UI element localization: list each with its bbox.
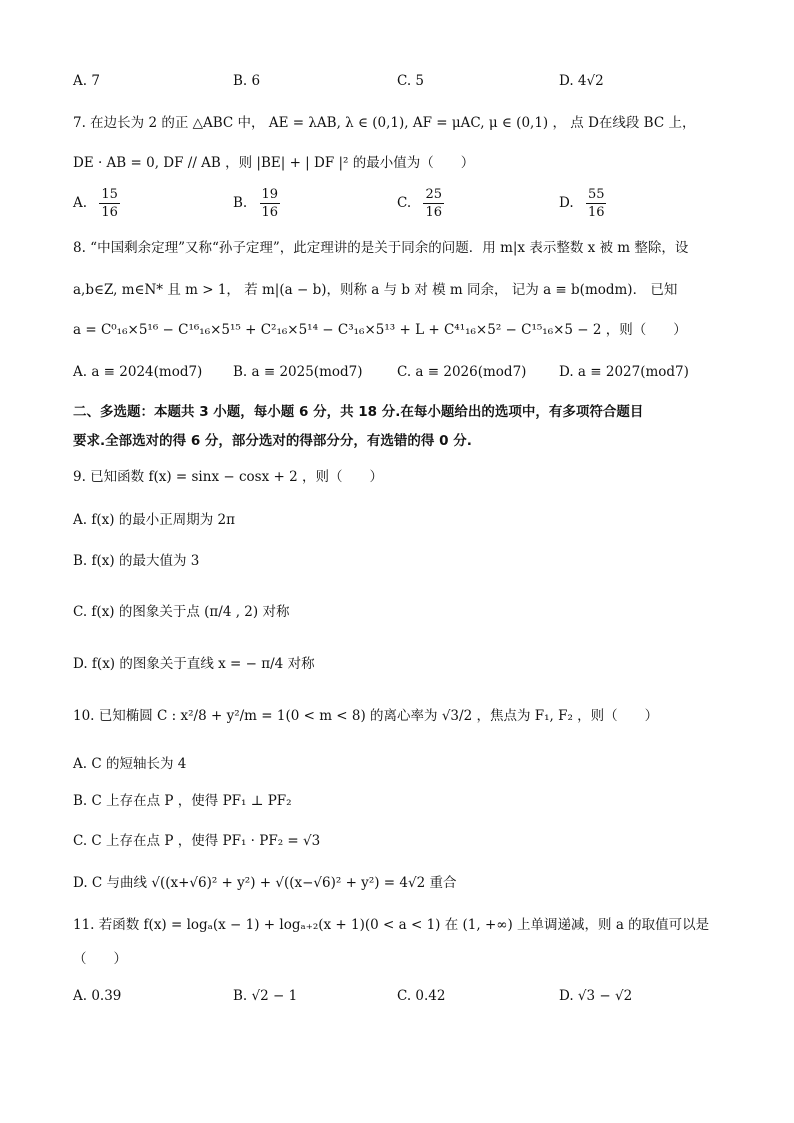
fraction: $\frac{25}{16}$ <box>425 187 442 220</box>
q8-stem-line2: a,b∈Z, m∈N* 且 m > 1， 若 m|(a − b)，则称 a 与 b 对 模 m 同余， 记为 a ≡ b(modm)． 已知 <box>73 282 678 298</box>
q7-option-d: D. $\frac{55}{16}$ <box>559 187 605 220</box>
q8-option-c: C. a ≡ 2026(mod7) <box>397 364 527 380</box>
section-heading-line1: 二、多选题：本题共 3 小题，每小题 6 分，共 18 分.在每小题给出的选项中，有多项符合题目 <box>73 404 644 420</box>
q10-option-b: B. C 上存在点 P ，使得 PF₁ ⊥ PF₂ <box>73 793 292 809</box>
q8-option-b: B. a ≡ 2025(mod7) <box>233 364 363 380</box>
q11-option-d: D. √3 − √2 <box>559 988 633 1004</box>
q8-option-d: D. a ≡ 2027(mod7) <box>559 364 689 380</box>
q10-stem: 10. 已知椭圆 C : x²/8 + y²/m = 1(0 < m < 8) 的离心率为 √3/2 ，焦点为 F₁, F₂ ，则（ ） <box>73 708 659 724</box>
q7-options <box>73 186 734 226</box>
q7-stem-line1: 7. 在边长为 2 的正 △ABC 中， AE = λAB, λ ∈ (0,1), AF = μAC, μ ∈ (0,1) ， 点 D在线段 BC 上， <box>73 115 696 131</box>
q9-option-d: D. f(x) 的图象关于直线 x = − π/4 对称 <box>73 656 315 672</box>
q11-options <box>73 988 734 1028</box>
q7-stem-line2: DE · AB = 0, DF // AB ，则 |BE| + | DF |² 的最小值为（ ） <box>73 155 475 171</box>
q6-option-a: A. 7 <box>73 73 100 89</box>
q11-option-a: A. 0.39 <box>73 988 122 1004</box>
q11-option-b: B. √2 − 1 <box>233 988 298 1004</box>
q10-option-c: C. C 上存在点 P ，使得 PF₁ · PF₂ = √3 <box>73 833 321 849</box>
q10-option-a: A. C 的短轴长为 4 <box>73 756 187 772</box>
q7-option-c: C. $\frac{25}{16}$ <box>397 187 442 220</box>
q6-option-d: D. 4√2 <box>559 73 604 89</box>
q8-options <box>73 364 734 404</box>
q9-option-b: B. f(x) 的最大值为 3 <box>73 553 200 569</box>
q6-option-c: C. 5 <box>397 73 425 89</box>
q7-option-a: A. $\frac{15}{16}$ <box>73 187 118 220</box>
fraction: $\frac{15}{16}$ <box>101 187 118 220</box>
q8-stem-line3: a = C⁰₁₆×5¹⁶ − C¹⁶₁₆×5¹⁵ + C²₁₆×5¹⁴ − C³₁₆×5¹³ + L + C⁴¹₁₆×5² − C¹⁵₁₆×5 − 2 ，则（ ） <box>73 322 687 338</box>
fraction: $\frac{55}{16}$ <box>587 187 605 220</box>
q10-option-d: D. C 与曲线 √((x+√6)² + y²) + √((x−√6)² + y²) = 4√2 重合 <box>73 875 457 891</box>
fraction: $\frac{19}{16}$ <box>261 187 279 220</box>
q6-option-b: B. 6 <box>233 73 261 89</box>
q9-option-a: A. f(x) 的最小正周期为 2π <box>73 512 236 528</box>
q7-option-b: B. $\frac{19}{16}$ <box>233 187 279 220</box>
q11-option-c: C. 0.42 <box>397 988 446 1004</box>
q6-options <box>73 73 734 113</box>
q11-stem: 11. 若函数 f(x) = logₐ(x − 1) + logₐ₊₂(x + 1)(0 < a < 1) 在 (1, +∞) 上单调递减，则 a 的取值可以是 <box>73 917 710 933</box>
q9-option-c: C. f(x) 的图象关于点 (π/4 , 2) 对称 <box>73 604 290 620</box>
q8-option-a: A. a ≡ 2024(mod7) <box>73 364 203 380</box>
q8-stem-line1: 8. “中国剩余定理”又称“孙子定理”，此定理讲的是关于同余的问题．用 m|x 表示整数 x 被 m 整除，设 <box>73 240 689 256</box>
q11-stem-cont: （ ） <box>73 951 127 967</box>
section-heading-line2: 要求.全部选对的得 6 分，部分选对的得部分分，有选错的得 0 分. <box>73 433 472 449</box>
q9-stem: 9. 已知函数 f(x) = sinx − cosx + 2 ，则（ ） <box>73 469 383 485</box>
